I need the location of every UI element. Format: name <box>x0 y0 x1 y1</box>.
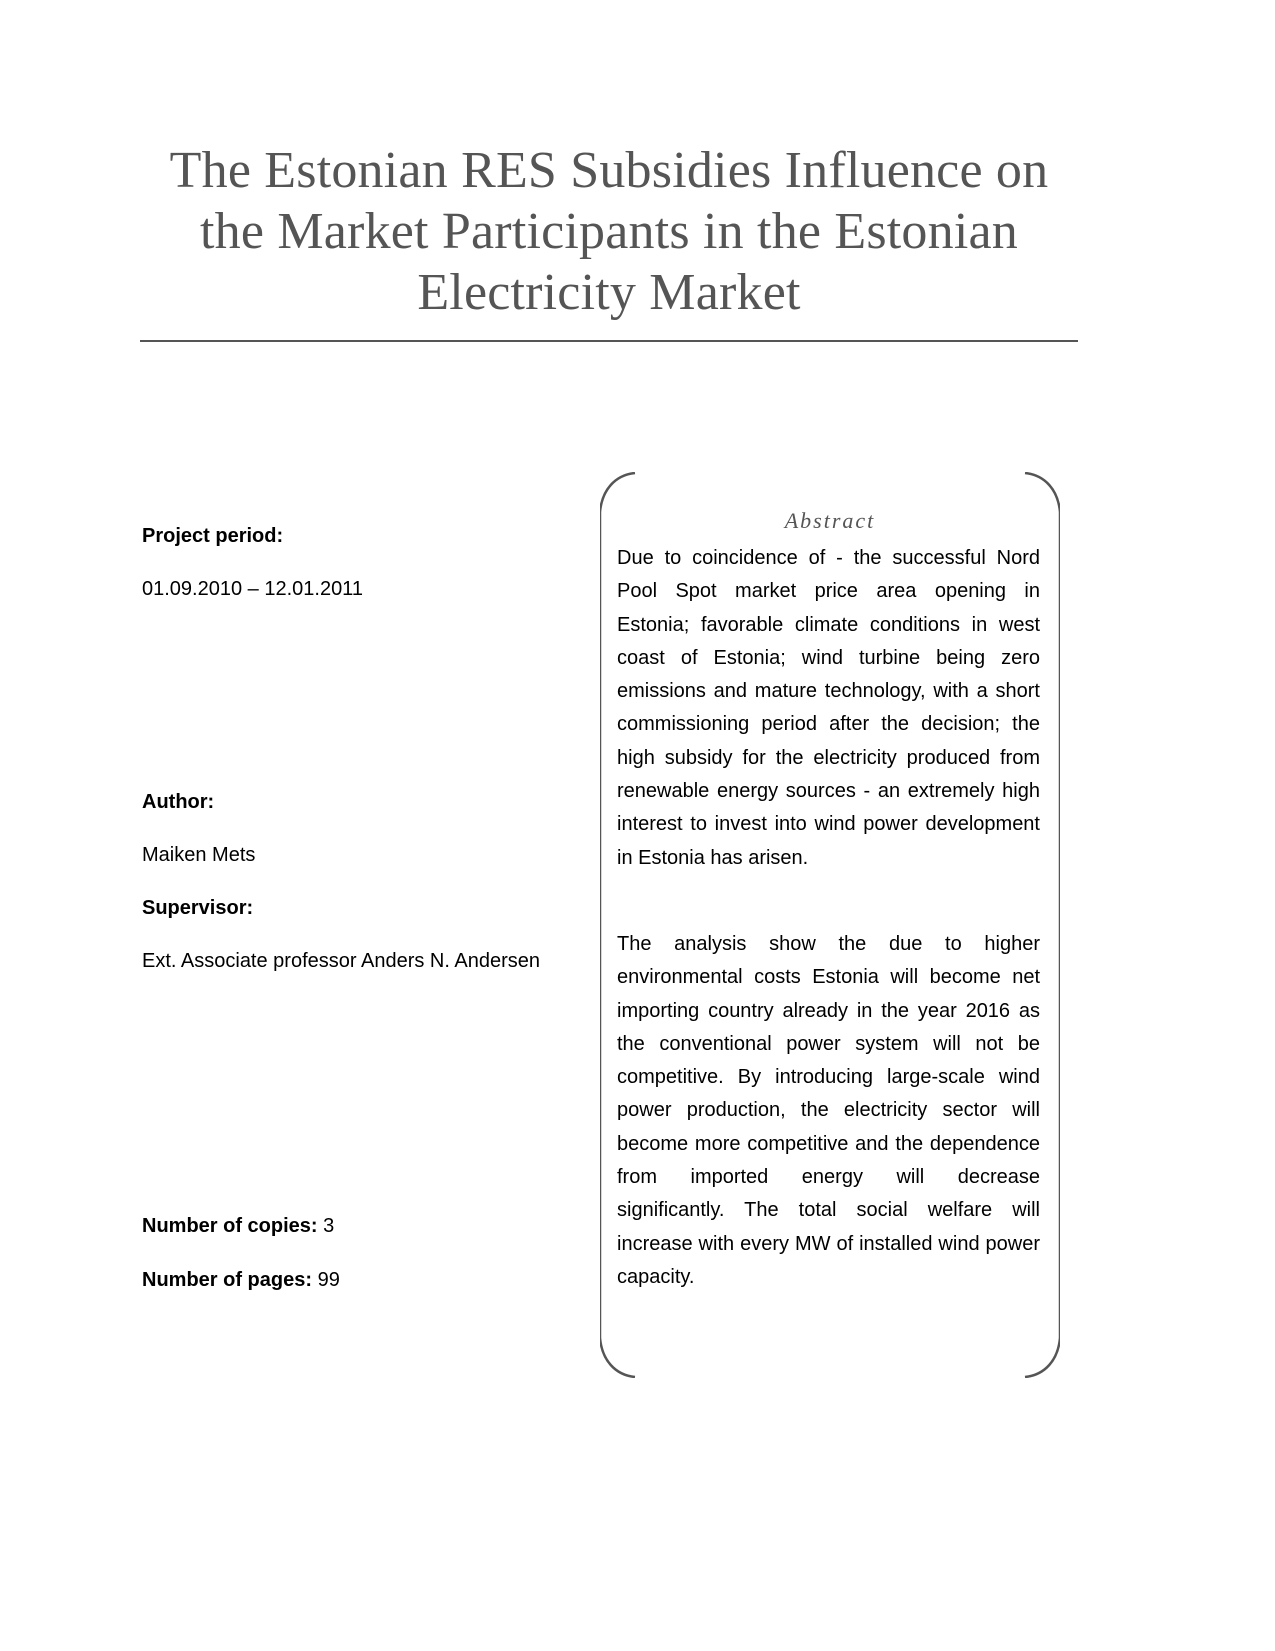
supervisor-label: Supervisor: <box>142 897 254 919</box>
abstract-paragraph-2: The analysis show the due to higher environmental costs Estonia will become net importing country already in the year 2016 as the conventional power system will not be competitive. By introducing large-scale wind power production, the electricity sector will become more competitive and the dependence from imported energy will decrease significantly. The total social welfare will increase with every MW of installed wind power capacity. <box>617 933 1040 1288</box>
project-period-value: 01.09.2010 – 12.01.2011 <box>142 578 363 600</box>
title-divider <box>140 340 1078 342</box>
copies-field <box>142 1214 334 1238</box>
abstract-paragraph-1: Due to coincidence of - the successful Nord Pool Spot market price area opening in Estonia; favorable climate conditions in west coast of Estonia; wind turbine being zero emissions and mature technology, with a short commissioning period after the decision; the high subsidy for the electricity produced from renewable energy sources - an extremely high interest to invest into wind power development in Estonia has arisen. <box>617 547 1040 869</box>
author-value: Maiken Mets <box>142 844 256 866</box>
project-period-label: Project period: <box>142 525 284 547</box>
author-label: Author: <box>142 791 215 813</box>
title-line-1: The Estonian RES Subsidies Influence on <box>169 142 1049 199</box>
abstract-heading: Abstract <box>784 508 876 533</box>
pages-value: 99 <box>317 1269 340 1291</box>
pages-label: Number of pages: <box>142 1269 313 1291</box>
copies-value: 3 <box>323 1215 335 1237</box>
title-line-3: Electricity Market <box>417 264 801 321</box>
copies-label: Number of copies: <box>142 1215 318 1237</box>
supervisor-value: Ext. Associate professor Anders N. Andersen <box>142 950 540 972</box>
title-line-2: the Market Participants in the Estonian <box>200 203 1018 260</box>
pages-field <box>142 1268 340 1292</box>
document-title <box>140 140 1078 323</box>
